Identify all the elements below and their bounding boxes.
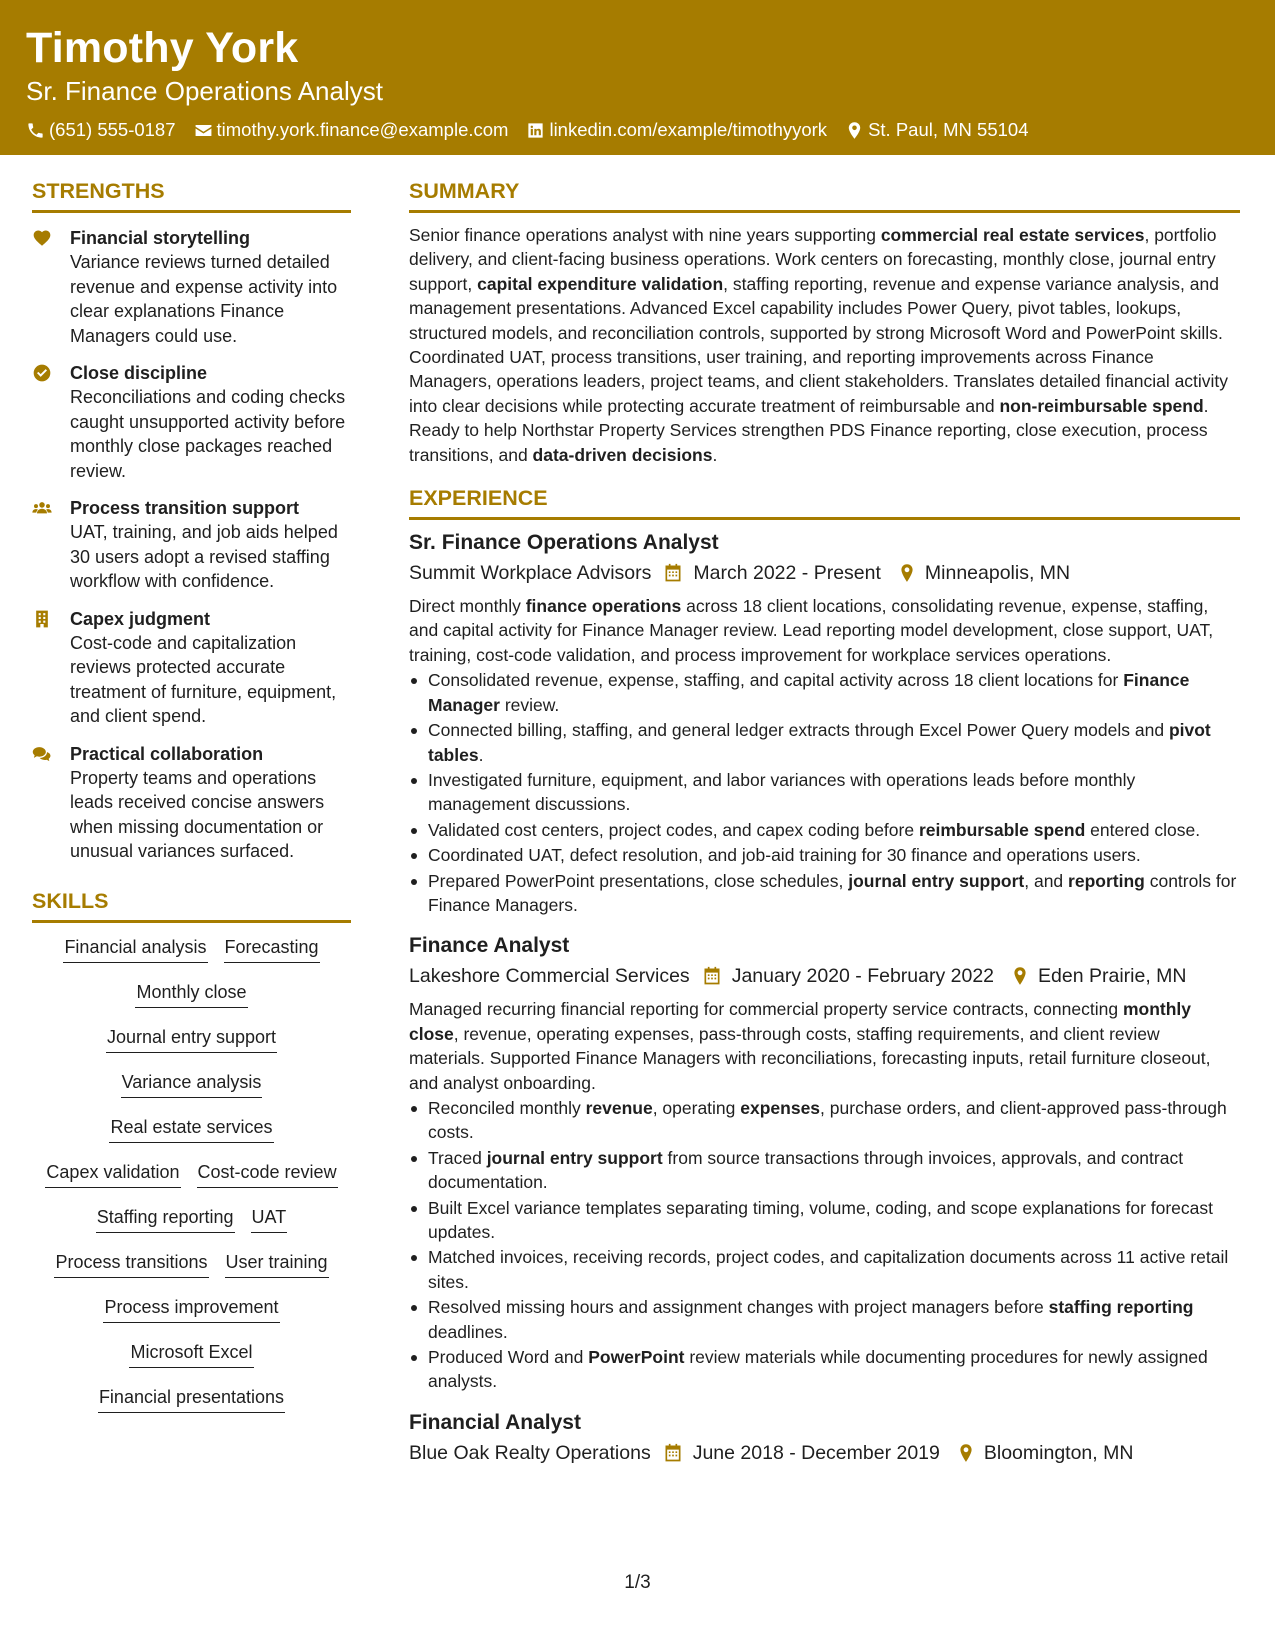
job-meta — [409, 1438, 1240, 1468]
right-column — [409, 178, 1240, 1468]
text-run: controls for Finance Managers. — [428, 870, 1237, 915]
job-title: Sr. Finance Operations Analyst — [409, 531, 719, 555]
phone-text: (651) 555-0187 — [49, 119, 176, 140]
strength-description: UAT, training, and job aids helped 30 users adopt a revised staffing workflow with confidence. — [70, 522, 338, 591]
page-number: 1/3 — [624, 1572, 651, 1593]
job-company: Summit Workplace Advisors — [409, 562, 652, 585]
map-pin-icon — [899, 563, 915, 583]
calendar-icon — [663, 1443, 683, 1463]
job-dates: June 2018 - December 2019 — [692, 1441, 940, 1464]
contact-linkedin[interactable] — [526, 119, 827, 141]
bold-text: staffing reporting — [1048, 1297, 1194, 1318]
text-run: , revenue, operating expenses, pass-through costs, staffing requirements, and client review materials. Supported Finance Managers with reconciliations, forecasting inputs, retail furniture closeout, and analyst onboarding. — [409, 1023, 1211, 1093]
skill-tag: Financial analysis — [63, 935, 207, 963]
text-run: Consolidated revenue, expense, staffing, and capital activity across 18 client locations for — [428, 670, 1124, 691]
job-dates: March 2022 - Present — [693, 562, 881, 585]
bullet-item — [409, 1245, 1240, 1294]
bold-text: reimbursable spend — [918, 819, 1086, 840]
calendar-icon — [663, 563, 683, 583]
building-icon — [32, 609, 52, 629]
candidate-title: Sr. Finance Operations Analyst — [26, 76, 383, 106]
bold-text: journal entry support — [486, 1147, 663, 1168]
candidate-name: Timothy York — [26, 24, 299, 72]
contact-phone — [26, 119, 176, 141]
contact-location — [845, 119, 1028, 141]
skill-tag: Process improvement — [103, 1295, 279, 1323]
strengths-heading: STRENGTHS — [32, 178, 351, 213]
bold-text: pivot tables — [428, 720, 1211, 765]
skill-tag: Staffing reporting — [96, 1205, 235, 1233]
skill-row — [32, 980, 351, 1025]
text-run: deadlines. — [428, 1321, 508, 1342]
strength-description: Cost-code and capitalization reviews protected accurate treatment of furniture, equipment, and client spend. — [70, 632, 337, 726]
text-run: Produced Word and — [428, 1347, 589, 1368]
text-run: , operating — [652, 1097, 741, 1118]
text-run: entered close. — [1085, 819, 1201, 840]
skill-tag: Microsoft Excel — [129, 1340, 253, 1368]
job-location: Bloomington, MN — [983, 1441, 1134, 1464]
bold-text: PowerPoint — [588, 1347, 685, 1368]
text-run: Validated cost centers, project codes, and capex coding before — [428, 819, 919, 840]
bold-text: commercial real estate services — [880, 225, 1145, 245]
text-run: Investigated furniture, equipment, and labor variances with operations leads before monthly management discussions. — [428, 769, 1136, 815]
bullet-item — [409, 768, 1240, 817]
skill-row — [32, 1115, 351, 1160]
phone-icon — [26, 121, 45, 140]
skill-tag: Forecasting — [224, 935, 320, 963]
job-title: Financial Analyst — [409, 1410, 581, 1434]
strength-title: Capex judgment — [70, 608, 211, 629]
strength-description: Variance reviews turned detailed revenue and expense activity into clear explanations Finance Managers could use. — [70, 252, 338, 346]
strength-item — [32, 361, 351, 483]
strength-title: Close discipline — [70, 363, 208, 383]
left-column — [32, 178, 351, 1430]
text-run: Built Excel variance templates separating timing, volume, coding, and scope explanations for forecast updates. — [428, 1197, 1214, 1242]
bullet-item — [409, 1295, 1240, 1344]
job-entry — [409, 528, 1240, 917]
text-run: Traced — [428, 1147, 487, 1168]
skill-row — [32, 1160, 351, 1205]
skill-tag: UAT — [251, 1205, 288, 1233]
job-location: Eden Prairie, MN — [1038, 965, 1187, 988]
bold-text: data-driven decisions — [532, 444, 713, 465]
text-run: , purchase orders, and client-approved pass-through costs. — [428, 1097, 1227, 1143]
bold-text: expenses — [740, 1097, 821, 1118]
map-pin-icon — [845, 121, 864, 140]
job-company: Lakeshore Commercial Services — [409, 965, 690, 988]
linkedin-link[interactable]: linkedin.com/example/timothyyork — [549, 119, 828, 140]
bold-text: capital expenditure validation — [477, 273, 724, 294]
job-entry — [409, 1408, 1240, 1468]
skill-tag: Journal entry support — [106, 1025, 277, 1053]
bullet-item — [409, 668, 1240, 717]
text-run: across 18 client locations, consolidating revenue, expense, staffing, and capital activity for Finance Manager review. Lead reporting model development, close support, UAT, training, cost-code validation, and process improvement for workplace services operations. — [409, 596, 1214, 665]
bullet-item — [409, 818, 1240, 842]
text-run: , and — [1024, 870, 1069, 891]
skill-row — [32, 1295, 351, 1340]
skill-row — [32, 1070, 351, 1115]
skill-tag: Monthly close — [135, 980, 247, 1008]
bullet-item — [409, 869, 1240, 918]
text-run: . — [478, 744, 484, 765]
skill-row — [32, 1250, 351, 1295]
job-bullets — [409, 1096, 1240, 1394]
strength-title: Practical collaboration — [70, 743, 264, 764]
text-run: Resolved missing hours and assignment changes with project managers before — [428, 1297, 1049, 1318]
bold-text: journal entry support — [848, 870, 1025, 891]
bold-text: revenue — [585, 1097, 653, 1118]
bullet-item — [409, 1096, 1240, 1145]
job-bullets — [409, 668, 1240, 917]
strength-title: Financial storytelling — [70, 228, 251, 248]
job-entry — [409, 931, 1240, 1394]
strength-item — [32, 742, 351, 864]
skill-row — [32, 1205, 351, 1250]
skills-heading: SKILLS — [32, 888, 351, 923]
skill-row — [32, 935, 351, 980]
bullet-item — [409, 1146, 1240, 1195]
map-pin-icon — [1012, 966, 1028, 986]
bullet-item — [409, 718, 1240, 767]
bold-text: reporting — [1068, 870, 1145, 891]
users-icon — [32, 498, 52, 518]
bold-text: finance operations — [525, 596, 682, 617]
strength-item — [32, 226, 351, 348]
skill-tag: Real estate services — [109, 1115, 273, 1143]
text-run: Reconciled monthly — [428, 1097, 586, 1118]
skill-row — [32, 1385, 351, 1430]
skill-row — [32, 1340, 351, 1385]
text-run: Prepared PowerPoint presentations, close schedules, — [428, 870, 849, 891]
job-meta — [409, 961, 1240, 991]
text-run: . — [712, 444, 718, 465]
email-link[interactable]: timothy.york.finance@example.com — [216, 119, 509, 140]
summary-text — [409, 223, 1240, 467]
job-meta — [409, 558, 1240, 588]
bullet-item — [409, 1196, 1240, 1245]
map-pin-icon — [958, 1443, 974, 1463]
text-run: , portfolio delivery, and client-facing business operations. Work centers on forecasting, monthly close, journal entry support, — [409, 225, 1217, 294]
comments-icon — [32, 744, 52, 764]
resume-header — [0, 0, 1275, 155]
job-location: Minneapolis, MN — [924, 562, 1071, 585]
job-title: Finance Analyst — [409, 934, 570, 958]
text-run: , staffing reporting, revenue and expense variance analysis, and management presentations. Advanced Excel capability includes Power Query, pivot tables, lookups, structured models, and reconciliation controls, supported by strong Microsoft Word and PowerPoint skills. Coordinated UAT, process transitions, user training, and reporting improvements across Finance Managers, operations leaders, project teams, and client stakeholders. Translates detailed financial activity into clear decisions while protecting accurate treatment of reimbursable and — [409, 273, 1229, 416]
skills-list — [32, 935, 351, 1430]
bullet-item — [409, 1345, 1240, 1394]
bold-text: monthly close — [409, 999, 1191, 1044]
linkedin-icon — [526, 121, 545, 140]
job-dates: January 2020 - February 2022 — [731, 965, 995, 988]
text-run: Senior finance operations analyst with nine years supporting — [409, 225, 881, 245]
text-run: Connected billing, staffing, and general ledger extracts through Excel Power Query models and — [428, 720, 1169, 741]
text-run: from source transactions through invoices, approvals, and contract documentation. — [428, 1147, 1184, 1193]
strength-description: Reconciliations and coding checks caught unsupported activity before monthly close packages reached review. — [70, 387, 346, 481]
text-run: review materials while documenting procedures for newly assigned analysts. — [428, 1347, 1208, 1392]
skill-tag: Cost-code review — [197, 1160, 338, 1188]
text-run: Direct monthly — [409, 596, 526, 617]
skill-row — [32, 1025, 351, 1070]
skill-tag: Variance analysis — [121, 1070, 263, 1098]
bold-text: Finance Manager — [428, 670, 1190, 715]
contact-email[interactable] — [194, 119, 509, 141]
strength-item — [32, 496, 351, 594]
calendar-icon — [702, 966, 722, 986]
check-circle-icon — [32, 363, 52, 383]
contact-bar — [26, 119, 1249, 141]
skill-tag: Process transitions — [54, 1250, 208, 1278]
job-description — [409, 997, 1240, 1095]
text-run: . Ready to help Northstar Property Services strengthen PDS Finance reporting, close execution, process transitions, and — [409, 395, 1209, 465]
experience-heading: EXPERIENCE — [409, 485, 1240, 520]
bullet-item — [409, 843, 1240, 867]
strength-item — [32, 607, 351, 729]
heart-icon — [32, 228, 52, 248]
bold-text: non-reimbursable spend — [999, 395, 1204, 416]
skill-tag: Capex validation — [45, 1160, 180, 1188]
text-run: Managed recurring financial reporting for commercial property service contracts, connecting — [409, 999, 1123, 1020]
job-description — [409, 594, 1240, 667]
summary-heading: SUMMARY — [409, 178, 1240, 213]
skill-tag: User training — [225, 1250, 329, 1278]
location-text: St. Paul, MN 55104 — [868, 119, 1029, 140]
text-run: review. — [499, 694, 560, 715]
envelope-icon — [194, 121, 213, 140]
skill-tag: Financial presentations — [98, 1385, 285, 1413]
job-company: Blue Oak Realty Operations — [409, 1441, 651, 1464]
text-run: Coordinated UAT, defect resolution, and job-aid training for 30 finance and operations users. — [428, 845, 1141, 866]
strength-description: Property teams and operations leads received concise answers when missing documentation or unusual variances surfaced. — [70, 767, 325, 861]
strength-title: Process transition support — [70, 498, 300, 518]
text-run: Matched invoices, receiving records, project codes, and capitalization documents across 11 active retail sites. — [428, 1247, 1229, 1292]
